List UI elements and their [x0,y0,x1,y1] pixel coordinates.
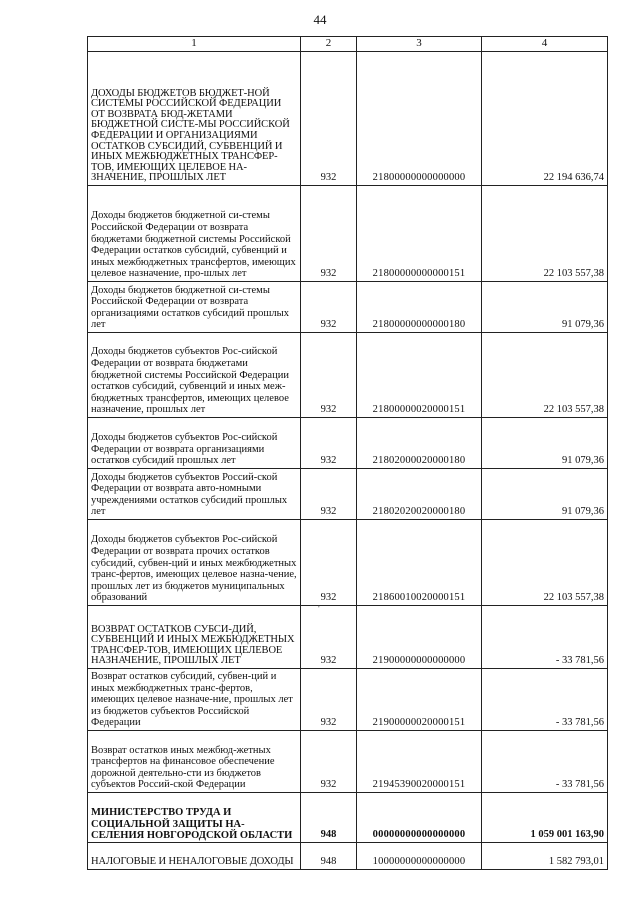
table-row [88,282,608,333]
row-admin-code: 932 [301,52,357,186]
table-row [88,843,608,870]
row-budget-code: 00000000000000000 [357,793,482,843]
row-name: Доходы бюджетов субъектов Рос-сийской Федерации от возврата прочих остатков субсидий, субвен-ций и иных межбюджетных транс-фертов, имеющих целевое назна-чение, прошлых лет из бюджетов муниципальных образований [88,520,301,606]
row-amount: 22 103 557,38 [482,333,608,418]
row-name: Доходы бюджетов бюджетной си-стемы Российской Федерации от возврата организациями остатков субсидий прошлых лет [88,282,301,333]
row-name: Возврат остатков субсидий, субвен-ций и иных межбюджетных транс-фертов, имеющих целевое назначе-ние, прошлых лет из бюджетов субъектов Российской Федерации [88,669,301,731]
row-amount: - 33 781,56 [482,669,608,731]
table-row [88,186,608,282]
column-header-3: 3 [357,37,482,52]
table-row [88,731,608,793]
row-name: Доходы бюджетов субъектов Рос-сийской Федерации от возврата бюджетами бюджетной системы Российской Федерации остатков субсидий, субвенций и иных меж-бюджетных трансфертов, имеющих целевое назначение, прошлых лет [88,333,301,418]
row-admin-code: 932 [301,606,357,669]
row-budget-code: 21900000000000000 [357,606,482,669]
row-name: МИНИСТЕРСТВО ТРУДА И СОЦИАЛЬНОЙ ЗАЩИТЫ НА-СЕЛЕНИЯ НОВГОРОДСКОЙ ОБЛАСТИ [88,793,301,843]
revenue-table [87,36,608,870]
row-admin-code: 932 [301,282,357,333]
row-budget-code: 21900000020000151 [357,669,482,731]
row-amount: 22 194 636,74 [482,52,608,186]
row-admin-code: 932 [301,731,357,793]
row-admin-code: 948 [301,843,357,870]
row-budget-code: 21800000000000000 [357,52,482,186]
row-budget-code: 21800000000000151 [357,186,482,282]
row-amount: - 33 781,56 [482,606,608,669]
row-budget-code: 21802020020000180 [357,469,482,520]
table-row [88,52,608,186]
page-number: 44 [313,12,327,27]
table-row [88,606,608,669]
row-amount: 1 059 001 163,90 [482,793,608,843]
row-budget-code: 21800000020000151 [357,333,482,418]
row-admin-code: 932 [301,469,357,520]
row-name: ДОХОДЫ БЮДЖЕТОВ БЮДЖЕТ-НОЙ СИСТЕМЫ РОССИЙСКОЙ ФЕДЕРАЦИИ ОТ ВОЗВРАТА БЮД-ЖЕТАМИ БЮДЖЕТНОЙ СИСТЕ-МЫ РОССИЙСКОЙ ФЕДЕРАЦИИ И ОРГАНИЗАЦИЯМИ ОСТАТКОВ СУБСИДИЙ, СУБВЕНЦИЙ И ИНЫХ МЕЖБЮДЖЕТНЫХ ТРАНСФЕР-ТОВ, ИМЕЮЩИХ ЦЕЛЕВОЕ НА-ЗНАЧЕНИЕ, ПРОШЛЫХ ЛЕТ [88,52,301,186]
row-name: НАЛОГОВЫЕ И НЕНАЛОГОВЫЕ ДОХОДЫ [88,843,301,870]
row-amount: 91 079,36 [482,469,608,520]
row-admin-code: 932 [301,186,357,282]
row-amount: 22 103 557,38 [482,520,608,606]
table-row [88,669,608,731]
row-name: Доходы бюджетов субъектов Рос-сийской Федерации от возврата организациями остатков субсидий прошлых лет [88,418,301,469]
table-row [88,333,608,418]
row-budget-code: 10000000000000000 [357,843,482,870]
row-amount: 1 582 793,01 [482,843,608,870]
row-budget-code: 21945390020000151 [357,731,482,793]
row-name: ВОЗВРАТ ОСТАТКОВ СУБСИ-ДИЙ, СУБВЕНЦИЙ И ИНЫХ МЕЖБЮДЖЕТНЫХ ТРАНСФЕР-ТОВ, ИМЕЮЩИХ ЦЕЛЕВОЕ НАЗНАЧЕНИЕ, ПРОШЛЫХ ЛЕТ [88,606,301,669]
table-row [88,520,608,606]
row-admin-code: 932 [301,418,357,469]
row-admin-code: 932 [301,520,357,606]
row-name: Доходы бюджетов бюджетной си-стемы Российской Федерации от возврата бюджетами бюджетной системы Российской Федерации остатков субсидий, субвенций и иных межбюджетных трансфертов, имеющих целевое назначение, про-шлых лет [88,186,301,282]
row-budget-code: 21860010020000151 [357,520,482,606]
table-row [88,469,608,520]
row-amount: 91 079,36 [482,282,608,333]
table-row [88,418,608,469]
row-budget-code: 21802000020000180 [357,418,482,469]
row-name: Доходы бюджетов субъектов Россий-ской Федерации от возврата авто-номными учреждениями остатков субсидий прошлых лет [88,469,301,520]
column-header-1: 1 [88,37,301,52]
row-amount: 91 079,36 [482,418,608,469]
row-amount: - 33 781,56 [482,731,608,793]
column-header-2: 2 [301,37,357,52]
row-amount: 22 103 557,38 [482,186,608,282]
table-row [88,793,608,843]
row-name: Возврат остатков иных межбюд-жетных трансфертов на финансовое обеспечение дорожной деятельно-сти из бюджетов субъектов Россий-ской Федерации [88,731,301,793]
row-admin-code: 948 [301,793,357,843]
column-header-4: 4 [482,37,608,52]
row-admin-code: 932 [301,669,357,731]
table-header-row [88,37,608,52]
row-admin-code: 932 [301,333,357,418]
row-budget-code: 21800000000000180 [357,282,482,333]
scan-speck: ' [318,604,320,615]
